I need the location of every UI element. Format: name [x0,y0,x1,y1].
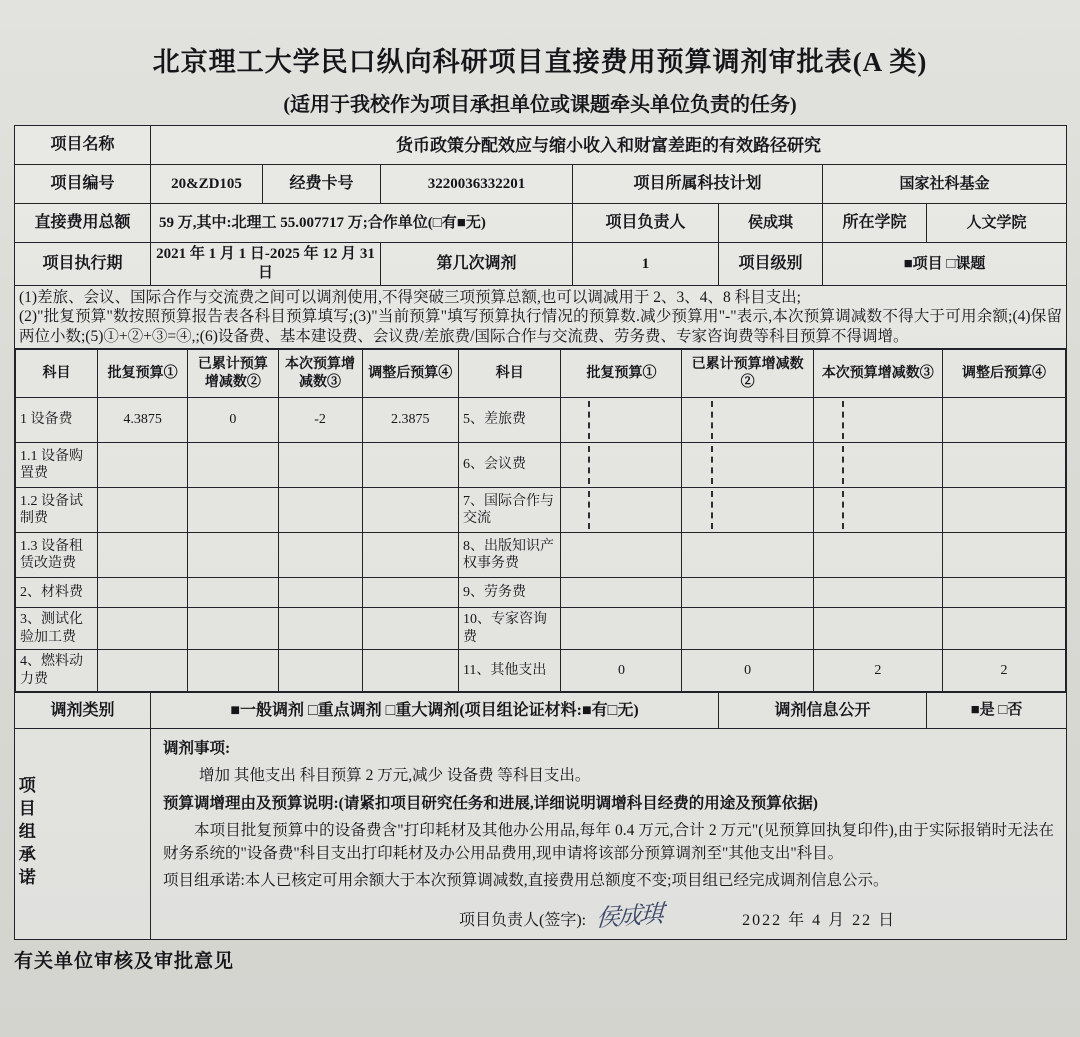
value-total: 59 万,其中:北理工 55.007717 万;合作单位(□有■无) [151,204,573,243]
left-label-5: 3、测试化验加工费 [16,608,98,650]
right-c2-1[interactable] [682,443,813,488]
right-c3-2[interactable] [813,488,942,533]
table-row [16,608,1066,650]
left-c4-0[interactable]: 2.3875 [362,398,458,443]
matters-title: 调剂事项: [163,740,231,758]
right-c2-2[interactable] [682,488,813,533]
left-label-2: 1.2 设备试制费 [16,488,98,533]
right-c3-6[interactable]: 2 [813,650,942,692]
left-c3-4[interactable] [278,578,362,608]
right-c3-1[interactable] [813,443,942,488]
right-c1-1[interactable] [561,443,682,488]
table-row [16,578,1066,608]
right-c4-2[interactable] [942,488,1065,533]
left-c2-6[interactable] [188,650,278,692]
bh-left-3: 本次预算增减数③ [278,350,362,398]
row-project-no [15,165,1067,204]
page-subtitle: (适用于我校作为项目承担单位或课题牵头单位负责的任务) [283,94,797,117]
matters-line: 增加 其他支出 科目预算 2 万元,减少 设备费 等科目支出。 [199,767,591,785]
label-plan: 项目所属科技计划 [573,165,823,204]
right-c1-3[interactable] [561,533,682,578]
left-c3-0[interactable]: -2 [278,398,362,443]
reason-title: 预算调增理由及预算说明:(请紧扣项目研究任务和进展,详细说明调增科目经费的用途及预算依据) [163,794,818,812]
left-c4-3[interactable] [362,533,458,578]
value-times: 1 [573,243,719,286]
value-leader: 侯成琪 [719,204,823,243]
right-c1-6[interactable]: 0 [561,650,682,692]
left-c3-6[interactable] [278,650,362,692]
left-c1-1[interactable] [98,443,188,488]
row-budget-table [15,349,1067,693]
right-c3-0[interactable] [813,398,942,443]
note-line-1: (1)差旅、会议、国际合作与交流费之间可以调剂使用,不得突破三项预算总额,也可以调减用于 2、3、4、8 科目支出; [19,288,801,306]
right-c1-0[interactable] [561,398,682,443]
row-period [15,243,1067,286]
left-c4-6[interactable] [362,650,458,692]
table-row [16,488,1066,533]
signature-date: 2022 年 4 月 22 日 [742,911,897,929]
left-c2-5[interactable] [188,608,278,650]
value-plan: 国家社科基金 [823,165,1067,204]
label-project-name: 项目名称 [15,126,151,165]
right-c2-4[interactable] [682,578,813,608]
label-times: 第几次调剂 [381,243,573,286]
left-c1-0[interactable]: 4.3875 [98,398,188,443]
value-adjust-public[interactable]: ■是 □否 [927,693,1067,729]
left-c4-2[interactable] [362,488,458,533]
right-label-4: 9、劳务费 [458,578,561,608]
row-project-name [15,126,1067,165]
bh-left-1: 批复预算① [98,350,188,398]
right-c1-5[interactable] [561,608,682,650]
table-row [16,443,1066,488]
label-adjust-type: 调剂类别 [15,693,151,729]
value-project-name: 货币政策分配效应与缩小收入和财富差距的有效路径研究 [151,126,1067,165]
left-label-3: 1.3 设备租赁改造费 [16,533,98,578]
right-c3-4[interactable] [813,578,942,608]
value-adjust-type[interactable]: ■一般调剂 □重点调剂 □重大调剂(项目组论证材料:■有□无) [151,693,719,729]
left-c4-5[interactable] [362,608,458,650]
left-label-4: 2、材料费 [16,578,98,608]
bh-right-2: 已累计预算增减数② [682,350,813,398]
left-c1-3[interactable] [98,533,188,578]
promise-text: 项目组承诺:本人已核定可用余额大于本次预算调减数,直接费用总额度不变;项目组已经完成调剂信息公示。 [163,872,889,890]
row-adjust-type [15,693,1067,729]
label-college: 所在学院 [823,204,927,243]
right-label-0: 5、差旅费 [458,398,561,443]
table-row [16,533,1066,578]
label-total: 直接费用总额 [15,204,151,243]
right-label-6: 11、其他支出 [458,650,561,692]
right-label-2: 7、国际合作与交流 [458,488,561,533]
value-college: 人文学院 [927,204,1067,243]
bh-right-4: 调整后预算④ [942,350,1065,398]
promise-side-label: 项目组承诺 [15,776,35,892]
left-c1-6[interactable] [98,650,188,692]
label-period: 项目执行期 [15,243,151,286]
right-label-1: 6、会议费 [458,443,561,488]
left-c4-1[interactable] [362,443,458,488]
bh-left-4: 调整后预算④ [362,350,458,398]
right-c4-3[interactable] [942,533,1065,578]
right-c4-4[interactable] [942,578,1065,608]
right-c3-3[interactable] [813,533,942,578]
value-period: 2021 年 1 月 1 日-2025 年 12 月 31 日 [151,243,381,286]
bh-left-2: 已累计预算增减数② [188,350,278,398]
left-label-1: 1.1 设备购置费 [16,443,98,488]
budget-header-row [16,350,1066,398]
left-c3-1[interactable] [278,443,362,488]
label-level: 项目级别 [719,243,823,286]
right-c2-0[interactable] [682,398,813,443]
bh-right-1: 批复预算① [561,350,682,398]
left-c4-4[interactable] [362,578,458,608]
right-c4-0[interactable] [942,398,1065,443]
table-row [16,398,1066,443]
signature-handwriting: 侯成琪 [595,899,664,932]
table-row [16,650,1066,692]
left-c1-4[interactable] [98,578,188,608]
promise-side-label-cell [15,729,151,940]
row-matters [15,729,1067,940]
right-c1-2[interactable] [561,488,682,533]
right-c4-5[interactable] [942,608,1065,650]
matters-block [151,729,1067,940]
budget-table [15,349,1066,692]
notes-block [15,285,1067,348]
right-c2-3[interactable] [682,533,813,578]
left-c3-3[interactable] [278,533,362,578]
right-c2-5[interactable] [682,608,813,650]
left-label-0: 1 设备费 [16,398,98,443]
row-total [15,204,1067,243]
bh-left-0: 科目 [16,350,98,398]
label-leader: 项目负责人 [573,204,719,243]
left-c2-0[interactable]: 0 [188,398,278,443]
reason-body: 本项目批复预算中的设备费含"打印耗材及其他办公用品,每年 0.4 万元,合计 2 万元"(见预算回执复印件),由于实际报销时无法在财务系统的"设备费"科目支出打印耗材及办公用品费用,现申请将该部分预算调剂至"其他支出"科目。 [163,821,1054,863]
left-c3-5[interactable] [278,608,362,650]
value-card-no: 3220036332201 [381,165,573,204]
left-c1-2[interactable] [98,488,188,533]
left-c2-3[interactable] [188,533,278,578]
label-project-no: 项目编号 [15,165,151,204]
right-c1-4[interactable] [561,578,682,608]
signature-row [159,895,1058,933]
right-c4-1[interactable] [942,443,1065,488]
left-c1-5[interactable] [98,608,188,650]
right-c2-6[interactable]: 0 [682,650,813,692]
label-adjust-public: 调剂信息公开 [719,693,927,729]
bh-right-0: 科目 [458,350,561,398]
value-level[interactable]: ■项目 □课题 [823,243,1067,286]
left-c2-2[interactable] [188,488,278,533]
note-line-2: (2)"批复预算"数按照预算报告表各科目预算填写;(3)"当前预算"填写预算执行情况的预算数.减少预算用"-"表示,本次预算调减数不得大于可用余额;(4)保留两位小数;(5)①+②+③=④,;(6)设备费、基本建设费、会议费/差旅费/国际合作与交流费、劳务费、专家咨询费等科目预算不得调增。 [19,308,1062,345]
page-title: 北京理工大学民口纵向科研项目直接费用预算调剂审批表(A 类) [152,47,928,77]
left-c2-1[interactable] [188,443,278,488]
row-notes [15,285,1067,348]
label-card-no: 经费卡号 [263,165,381,204]
left-label-6: 4、燃料动力费 [16,650,98,692]
right-c4-6[interactable]: 2 [942,650,1065,692]
left-c2-4[interactable] [188,578,278,608]
signature-label: 项目负责人(签字): [459,911,587,929]
footer-heading: 有关单位审核及审批意见 [14,950,235,972]
left-c3-2[interactable] [278,488,362,533]
right-c3-5[interactable] [813,608,942,650]
right-label-5: 10、专家咨询费 [458,608,561,650]
right-label-3: 8、出版知识产权事务费 [458,533,561,578]
budget-table-cell [15,349,1067,693]
value-project-no: 20&ZD105 [151,165,263,204]
form-table [14,125,1067,939]
bh-right-3: 本次预算增减数③ [813,350,942,398]
